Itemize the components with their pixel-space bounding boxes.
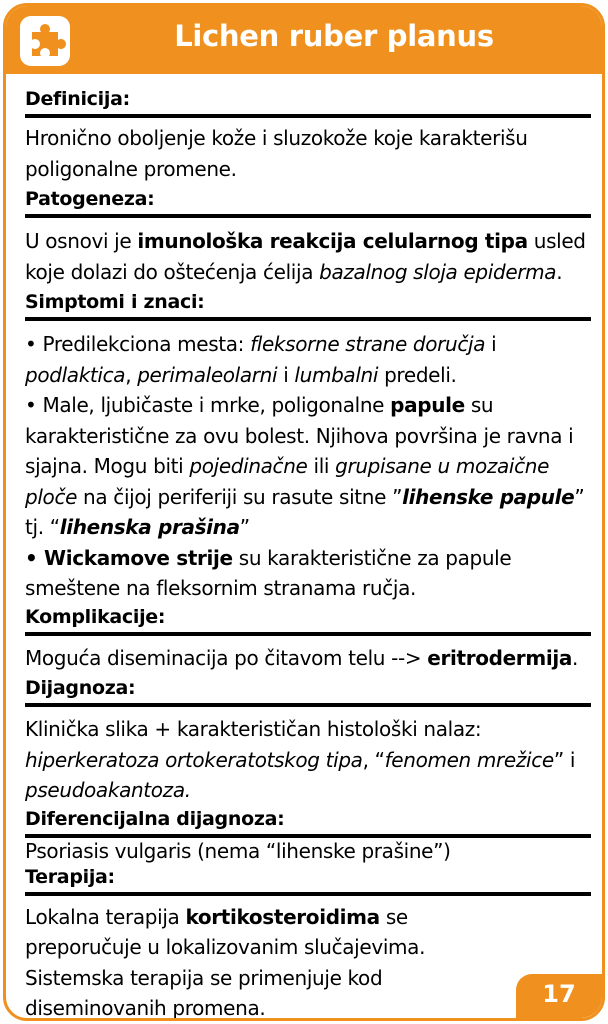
page-number: 17 — [542, 980, 576, 1008]
divider — [25, 317, 591, 321]
heading-definicija: Definicija: — [25, 88, 130, 110]
page-number-badge — [516, 974, 602, 1018]
heading-diferencijalna: Diferencijalna dijagnoza: — [25, 807, 285, 830]
header-bar — [6, 6, 602, 74]
text-diferencijalna: Psoriasis vulgaris (nema “lihenske prašine”) — [25, 838, 451, 863]
divider — [25, 892, 591, 896]
bullet-wickamove: • Wickamove strije su karakteristične za papule smeštene na fleksornim stranama ručja. — [25, 545, 512, 600]
divider — [25, 703, 591, 707]
text-komplikacije: Moguća diseminacija po čitavom telu --> eritrodermija. — [25, 645, 578, 670]
bullet-papule: • Male, ljubičaste i mrke, poligonalne papule su karakteristične za ovu bolest. Njihova površina je ravna i sjajna. Mogu biti pojedinačne ili grupisane u mozaične ploče na čijoj periferiji su rasute sitne ”lihenske papule” tj. “lihenska prašina” — [25, 393, 585, 539]
heading-komplikacije: Komplikacije: — [25, 605, 166, 628]
text-patogeneza: U osnovi je imunološka reakcija celularnog tipa usled koje dolazi do oštećenja ćelija bazalnog sloja epiderma. — [25, 229, 586, 284]
heading-patogeneza: Patogeneza: — [25, 188, 155, 210]
divider — [25, 114, 591, 118]
bullet-predilekciona: • Predilekciona mesta: fleksorne strane doručja i podlaktica, perimaleolarni i lumbalni predeli. — [25, 332, 497, 387]
text-dijagnoza: Klinička slika + karakterističan histološki nalaz: hiperkeratoza ortokeratotskog tipa, “fenomen mrežice” i pseudoakantoza. — [25, 717, 576, 802]
content — [25, 78, 591, 1021]
text-definicija: Hronično oboljenje kože i sluzokože koje karakterišu poligonalne promene. — [25, 126, 528, 181]
puzzle-icon — [20, 16, 70, 66]
card — [3, 3, 605, 1021]
divider — [25, 632, 591, 636]
divider — [25, 214, 591, 218]
heading-terapija: Terapija: — [25, 865, 115, 888]
page-title: Lichen ruber planus — [174, 19, 494, 53]
heading-dijagnoza: Dijagnoza: — [25, 677, 136, 699]
heading-simptomi: Simptomi i znaci: — [25, 291, 205, 313]
text-terapija: Lokalna terapija kortikosteroidima se preporučuje u lokalizovanim slučajevima. Sistemska terapija se primenjuje kod diseminovanih promena. — [25, 904, 426, 1020]
